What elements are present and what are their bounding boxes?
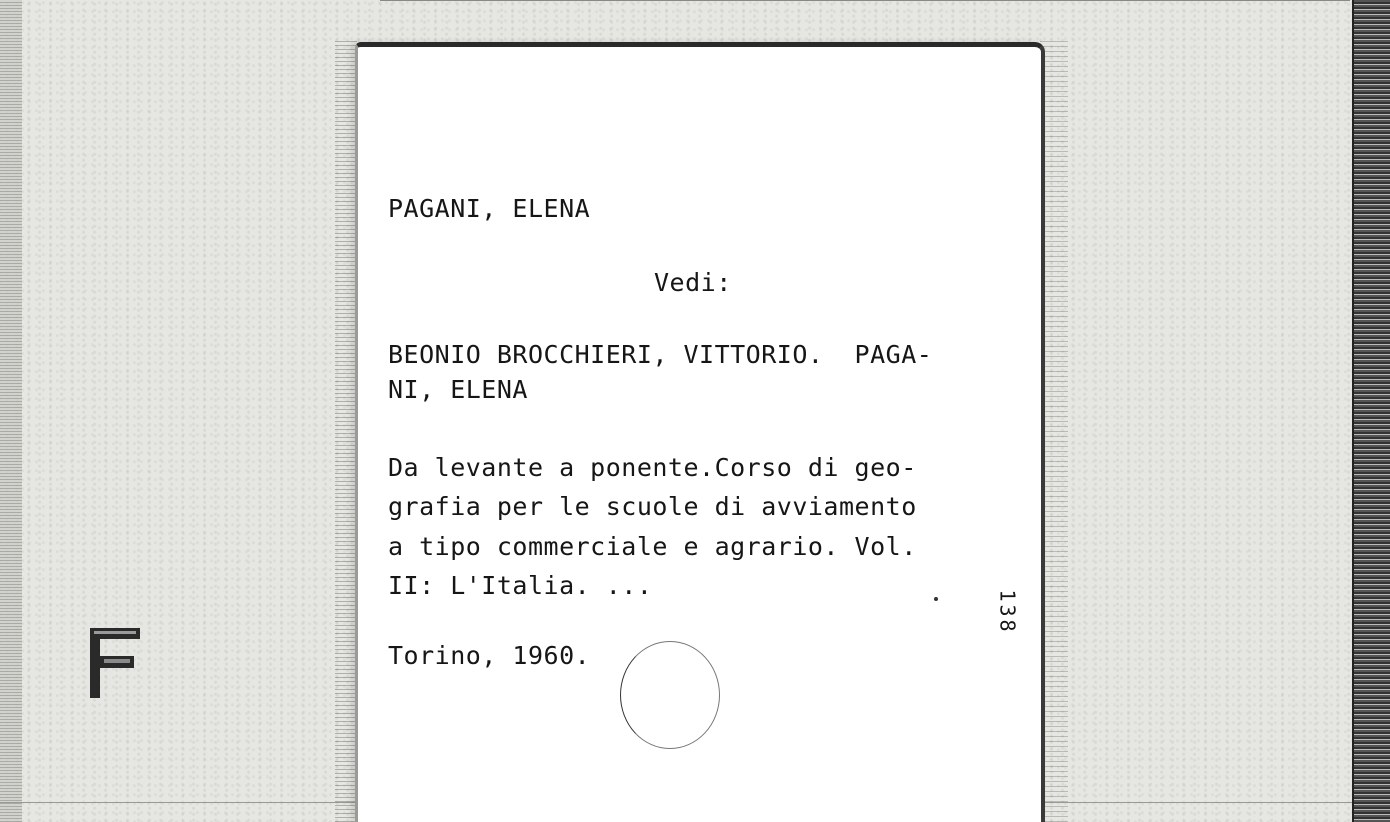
call-number: 138	[995, 589, 1020, 635]
scan-left-edge	[0, 0, 22, 822]
scan-top-edge	[380, 0, 1350, 9]
reference-line-2: NI, ELENA	[388, 375, 528, 404]
author-heading: PAGANI, ELENA	[388, 194, 591, 223]
title-line-4: II: L'Italia. ...	[388, 571, 653, 600]
title-line-1: Da levante a ponente.Corso di geo-	[388, 453, 917, 482]
imprint: Torino, 1960.	[388, 641, 591, 670]
punch-hole	[620, 641, 720, 749]
reference-line-1: BEONIO BROCCHIERI, VITTORIO. PAGA-	[388, 340, 933, 369]
title-line-3: a tipo commerciale e agrario. Vol.	[388, 532, 917, 561]
stray-mark	[934, 597, 938, 601]
scan-right-edge	[1354, 0, 1390, 822]
title-line-2: grafia per le scuole di avviamento	[388, 492, 917, 521]
see-label: Vedi:	[654, 268, 732, 297]
card-left-shadow	[335, 40, 357, 822]
f-marker-icon	[88, 626, 144, 700]
